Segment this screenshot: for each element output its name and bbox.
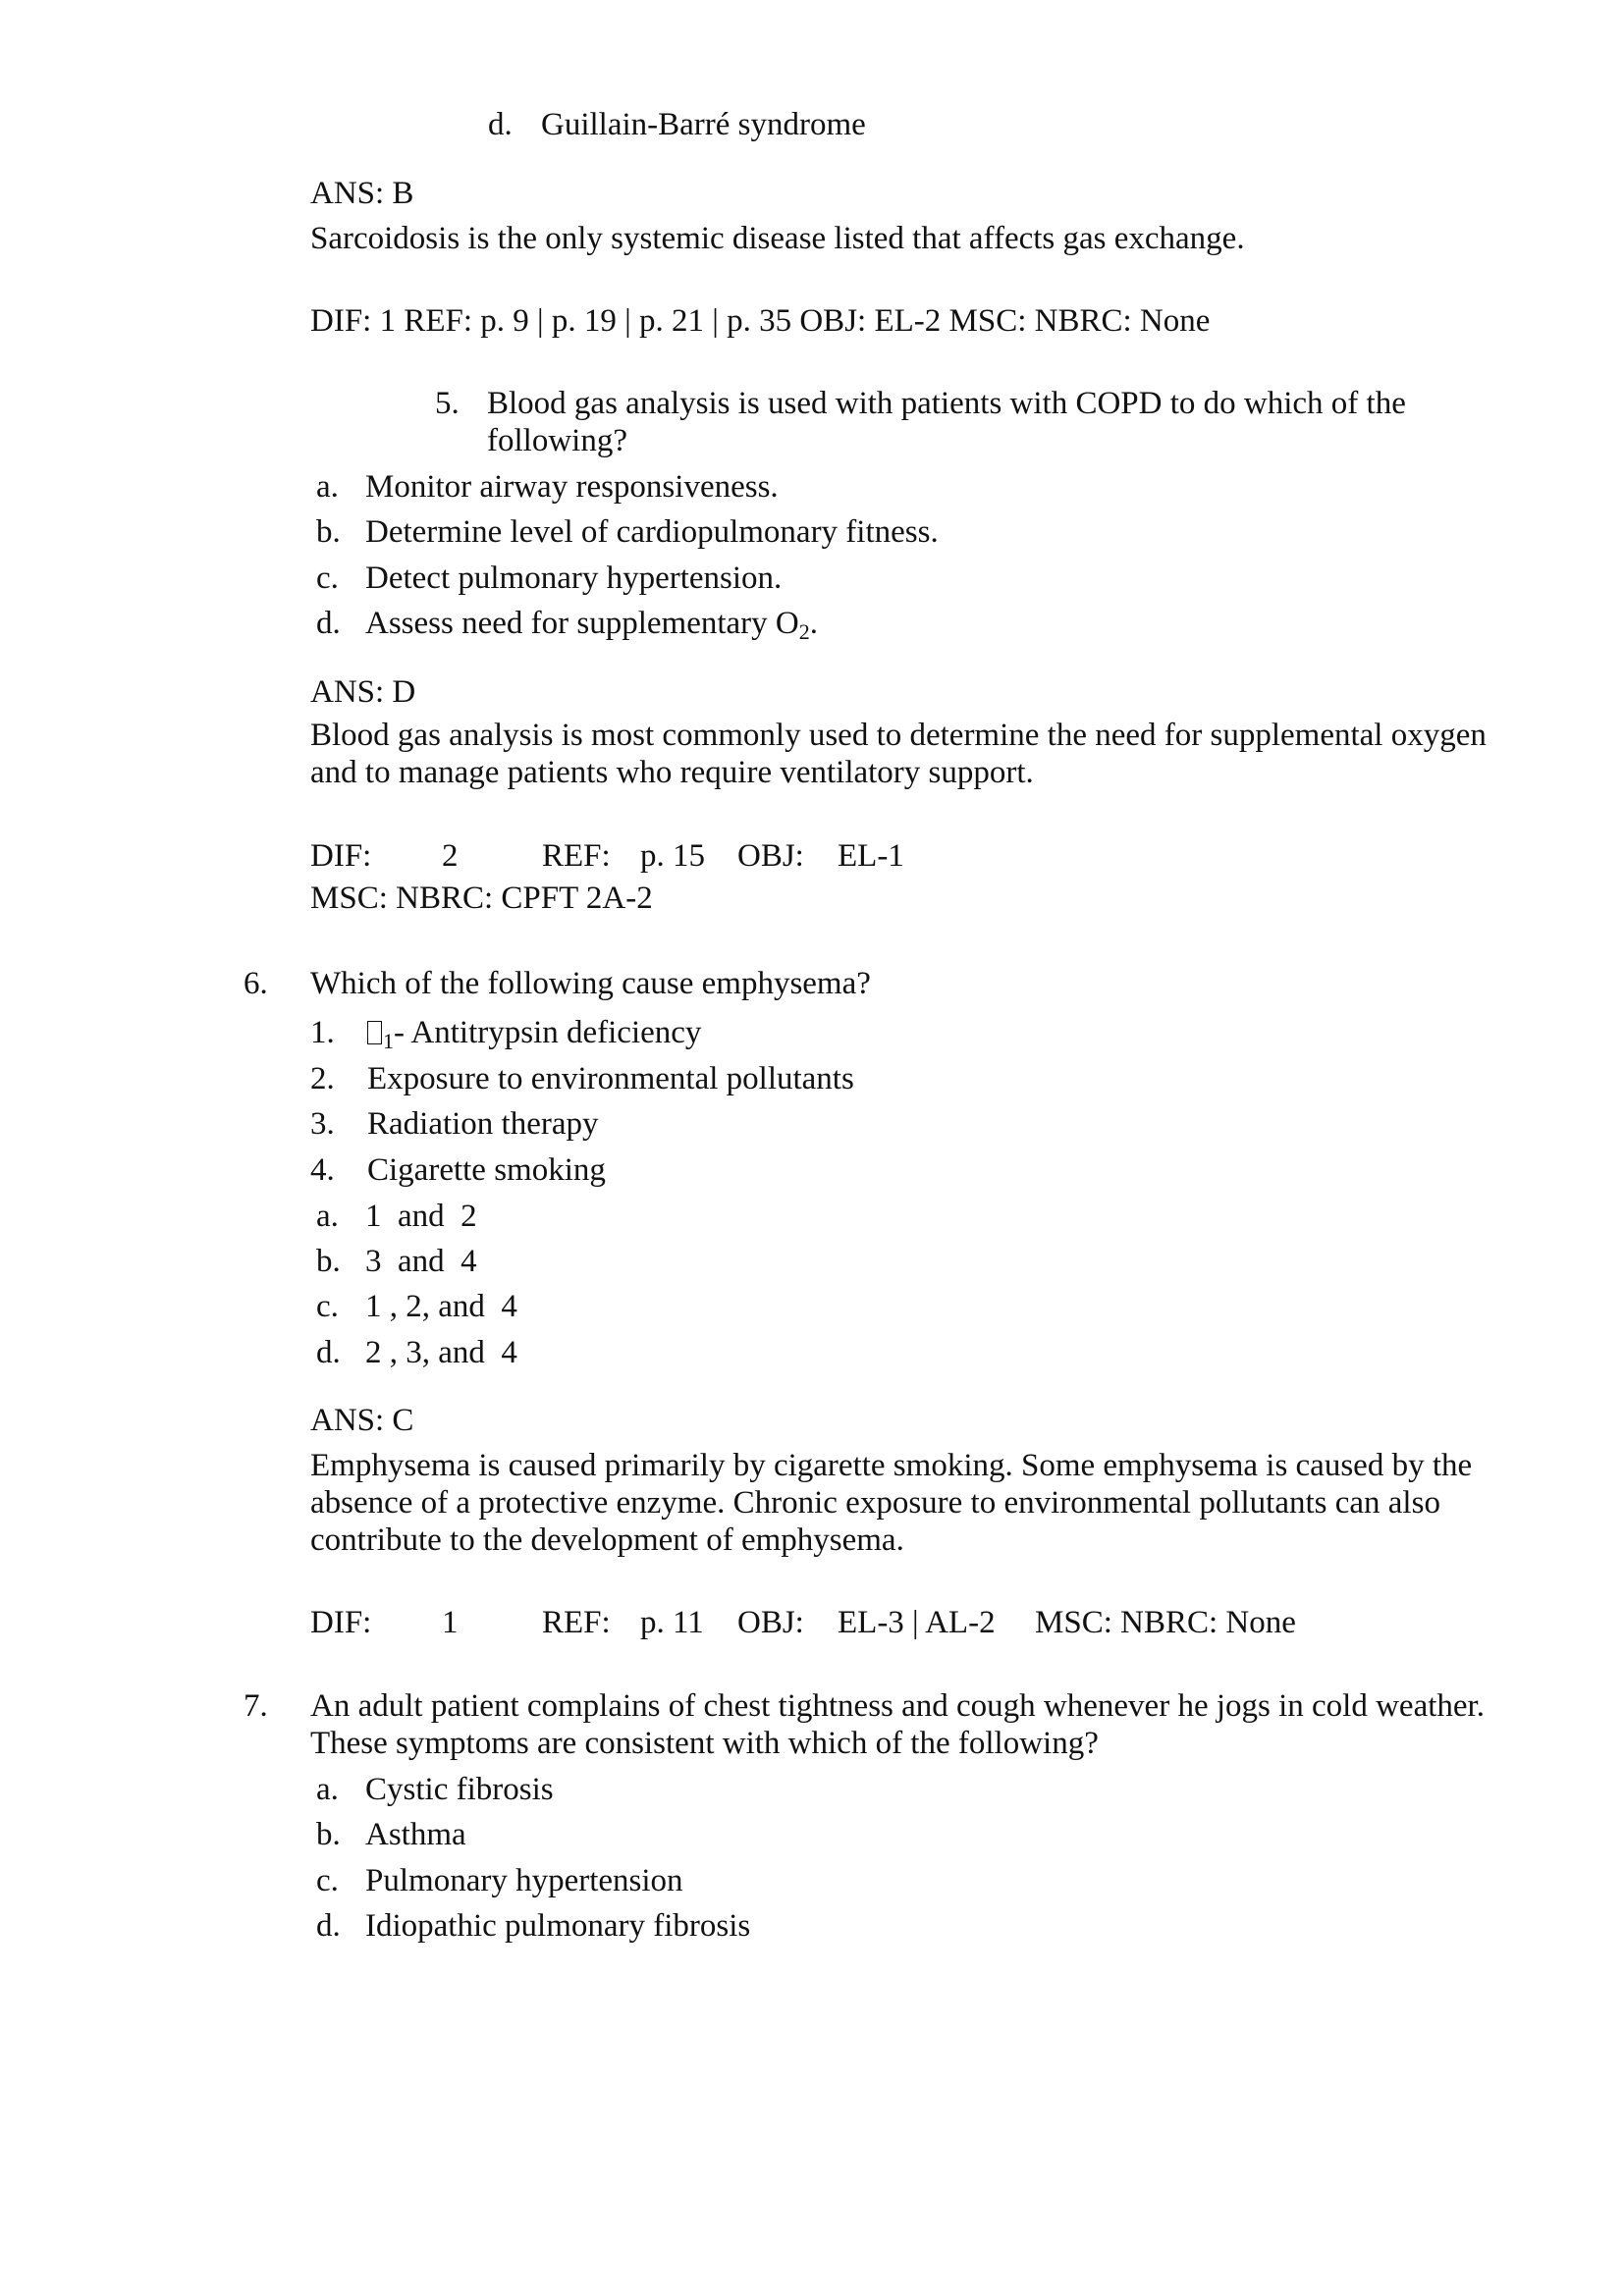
q5-dif-label: DIF: [310, 838, 372, 874]
q6-item-3-text: Radiation therapy [367, 1106, 599, 1142]
q5-obj-label: OBJ: [737, 838, 804, 874]
q5-option-a-letter: a. [316, 469, 339, 505]
q6-number: 6. [244, 966, 268, 1001]
q5-rationale-line2: and to manage patients who require ventilatory support. [310, 755, 1034, 790]
q6-ref-value: p. 11 [640, 1605, 704, 1640]
q5-option-c-text: Detect pulmonary hypertension. [365, 561, 783, 596]
q4-meta: DIF: 1 REF: p. 9 | p. 19 | p. 21 | p. 35 OBJ: EL-2 MSC: NBRC: None [310, 303, 1211, 339]
q4-option-d-text: Guillain-Barré syndrome [541, 107, 866, 142]
q7-option-d-letter: d. [316, 1908, 341, 1944]
q5-option-d-text: Assess need for supplementary $O_2$. [365, 606, 818, 644]
q6-rationale-line2: absence of a protective enzyme. Chronic exposure to environmental pollutants can also [310, 1485, 1440, 1521]
q6-item-2-number: 2. [310, 1061, 335, 1096]
q7-option-b-text: Asthma [365, 1817, 466, 1852]
q7-stem-line1: An adult patient complains of chest tightness and cough whenever he jogs in cold weather. [310, 1688, 1485, 1724]
q5-ref-value: p. 15 [640, 838, 705, 874]
q6-dif-value: 1 [442, 1605, 459, 1640]
q5-option-d-letter: d. [316, 606, 341, 641]
q6-option-d-letter: d. [316, 1335, 341, 1370]
q7-option-b-letter: b. [316, 1817, 341, 1852]
q6-msc: MSC: NBRC: None [1035, 1605, 1296, 1640]
q7-option-c-letter: c. [316, 1863, 339, 1898]
q6-option-b-letter: b. [316, 1244, 341, 1279]
q6-item-1-number: 1. [310, 1015, 335, 1050]
q6-ref-label: REF: [542, 1605, 611, 1640]
q4-answer: ANS: B [310, 176, 414, 211]
q6-option-a-text: 1 and 2 [365, 1199, 477, 1234]
q6-obj-label: OBJ: [737, 1605, 804, 1640]
q5-answer: ANS: D [310, 674, 416, 710]
q5-stem-line1: Blood gas analysis is used with patients with COPD to do which of the [487, 386, 1406, 421]
q7-option-a-letter: a. [316, 1772, 339, 1807]
q5-option-b-letter: b. [316, 514, 341, 550]
q6-option-b-text: 3 and 4 [365, 1244, 477, 1279]
q7-number: 7. [244, 1688, 268, 1724]
q4-option-d-letter: d. [488, 107, 513, 142]
q6-rationale-line1: Emphysema is caused primarily by cigarette smoking. Some emphysema is caused by the [310, 1448, 1473, 1483]
q7-option-c-text: Pulmonary hypertension [365, 1863, 683, 1898]
missing-glyph-icon [367, 1021, 382, 1044]
q6-item-1-text: $_1$- Antitrypsin deficiency [367, 1014, 701, 1051]
q5-stem-line2: following? [487, 423, 627, 458]
q4-rationale: Sarcoidosis is the only systemic disease listed that affects gas exchange. [310, 221, 1245, 256]
q6-item-2-text: Exposure to environmental pollutants [367, 1061, 854, 1096]
q6-item-3-number: 3. [310, 1106, 335, 1142]
q6-option-c-text: 1 , 2, and 4 [365, 1289, 517, 1324]
q5-option-b-text: Determine level of cardiopulmonary fitness. [365, 514, 939, 550]
q6-obj-value: EL-3 | AL-2 [838, 1605, 996, 1640]
q5-ref-label: REF: [542, 838, 611, 874]
q6-answer: ANS: C [310, 1403, 414, 1438]
q5-option-c-letter: c. [316, 561, 339, 596]
q6-option-c-letter: c. [316, 1289, 339, 1324]
q6-dif-label: DIF: [310, 1605, 372, 1640]
q6-item-4-text: Cigarette smoking [367, 1152, 606, 1188]
q5-dif-value: 2 [442, 838, 459, 874]
q5-number: 5. [435, 386, 460, 421]
q5-msc: MSC: NBRC: CPFT 2A-2 [310, 881, 653, 916]
q6-stem: Which of the following cause emphysema? [310, 966, 871, 1001]
q5-option-a-text: Monitor airway responsiveness. [365, 469, 779, 505]
q5-rationale-line1: Blood gas analysis is most commonly used to determine the need for supplemental oxygen [310, 718, 1487, 753]
q7-option-a-text: Cystic fibrosis [365, 1772, 554, 1807]
q6-option-d-text: 2 , 3, and 4 [365, 1335, 517, 1370]
q5-obj-value: EL-1 [838, 838, 904, 874]
q6-item-4-number: 4. [310, 1152, 335, 1188]
q7-option-d-text: Idiopathic pulmonary fibrosis [365, 1908, 751, 1944]
q6-option-a-letter: a. [316, 1199, 339, 1234]
q7-stem-line2: These symptoms are consistent with which of the following? [310, 1726, 1099, 1761]
q6-rationale-line3: contribute to the development of emphysema. [310, 1522, 904, 1558]
